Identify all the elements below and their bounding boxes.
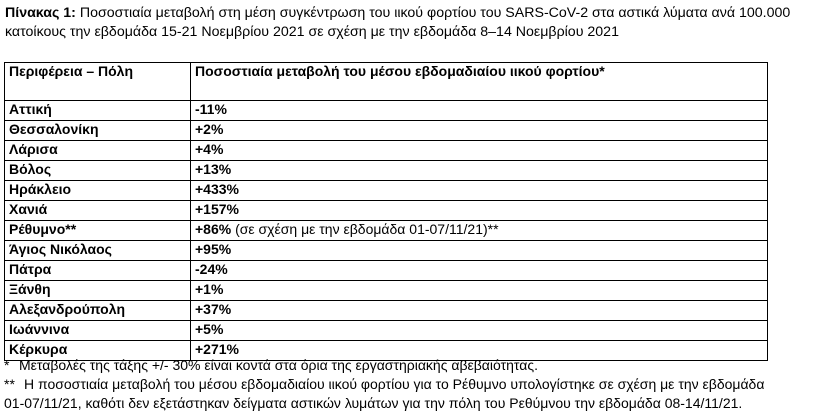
change-value: -24%: [195, 261, 228, 277]
city-cell: Θεσσαλονίκη: [5, 121, 191, 141]
change-value: +157%: [195, 201, 239, 217]
city-cell: Αλεξανδρούπολη: [5, 301, 191, 321]
change-note: (σε σχέση με την εβδομάδα 01-07/11/21)**: [231, 221, 499, 237]
change-cell: [191, 301, 768, 321]
table-row: [5, 281, 768, 301]
footnote-2-continued: 01-07/11/21, καθότι δεν εξετάστηκαν δείγματα αστικών λυμάτων για την πόλη του Ρεθύμνου την εβδομάδα 08-14/11/21.: [4, 395, 743, 411]
table-row: [5, 261, 768, 281]
city-cell: Ιωάννινα: [5, 321, 191, 341]
change-cell: [191, 201, 768, 221]
footnote-1-mark: *: [4, 357, 10, 373]
change-cell: [191, 181, 768, 201]
city-cell: Ηράκλειο: [5, 181, 191, 201]
table-row: [5, 121, 768, 141]
table-row: [5, 161, 768, 181]
city-cell: Κέρκυρα: [5, 341, 191, 361]
city-cell: Άγιος Νικόλαος: [5, 241, 191, 261]
viral-load-table: [4, 62, 768, 361]
table-row: [5, 201, 768, 221]
change-value: -11%: [195, 101, 227, 117]
footnote-2: [4, 375, 826, 394]
table-body: [5, 101, 768, 361]
change-value: +95%: [195, 241, 232, 257]
city-cell: Λάρισα: [5, 141, 191, 161]
header-region-city: Περιφέρεια – Πόλη: [5, 63, 191, 101]
change-value: +1%: [195, 281, 224, 297]
footnote-1: [4, 356, 826, 375]
table-row: [5, 221, 768, 241]
table-row: [5, 141, 768, 161]
change-value: +13%: [195, 161, 232, 177]
table-row: [5, 321, 768, 341]
caption-text: Ποσοστιαία μεταβολή στη μέση συγκέντρωση του ιικού φορτίου του SARS-CoV-2 στα αστικά λύματα ανά 100.000 κατοίκους την εβδομάδα 15-21 Νοεμβρίου 2021 σε σχέση με την εβδομάδα 8–14 Νοεμβρίου 2021: [5, 5, 791, 40]
change-cell: [191, 101, 768, 121]
change-cell: [191, 261, 768, 281]
table-caption: [5, 4, 820, 42]
city-cell: Ξάνθη: [5, 281, 191, 301]
city-cell: Αττική: [5, 101, 191, 121]
footnote-1-text: Μεταβολές της τάξης +/- 30% είναι κοντά στα όρια της εργαστηριακής αβεβαιότητας.: [19, 357, 538, 373]
city-cell: Χανιά: [5, 201, 191, 221]
change-cell: [191, 281, 768, 301]
table-row: [5, 101, 768, 121]
city-cell: Βόλος: [5, 161, 191, 181]
change-cell: [191, 141, 768, 161]
city-cell: Ρέθυμνο**: [5, 221, 191, 241]
table-row: [5, 241, 768, 261]
change-value: +433%: [195, 181, 239, 197]
table-row: [5, 301, 768, 321]
table-row: [5, 181, 768, 201]
change-value: +2%: [195, 121, 224, 137]
change-cell: [191, 161, 768, 181]
change-value: +4%: [195, 141, 224, 157]
change-cell: [191, 321, 768, 341]
footnote-2-mark: **: [4, 376, 15, 392]
change-cell: [191, 241, 768, 261]
header-percent-change: Ποσοστιαία μεταβολή του μέσου εβδομαδιαίου ιικού φορτίου*: [191, 63, 768, 101]
change-value: +86%: [195, 221, 232, 237]
change-value: +37%: [195, 301, 232, 317]
caption-label: Πίνακας 1:: [5, 5, 76, 21]
city-cell: Πάτρα: [5, 261, 191, 281]
footnotes: [4, 356, 826, 413]
footnote-2-text-line1: Η ποσοστιαία μεταβολή του μέσου εβδομαδιαίου ιικού φορτίου για το Ρέθυμνο υπολογίστηκε σε σχέση με την εβδομάδα: [24, 376, 765, 392]
change-value: +5%: [195, 321, 224, 337]
change-cell: [191, 121, 768, 141]
change-cell: [191, 221, 768, 241]
table-header-row: [5, 63, 768, 101]
change-value: +271%: [195, 341, 239, 357]
